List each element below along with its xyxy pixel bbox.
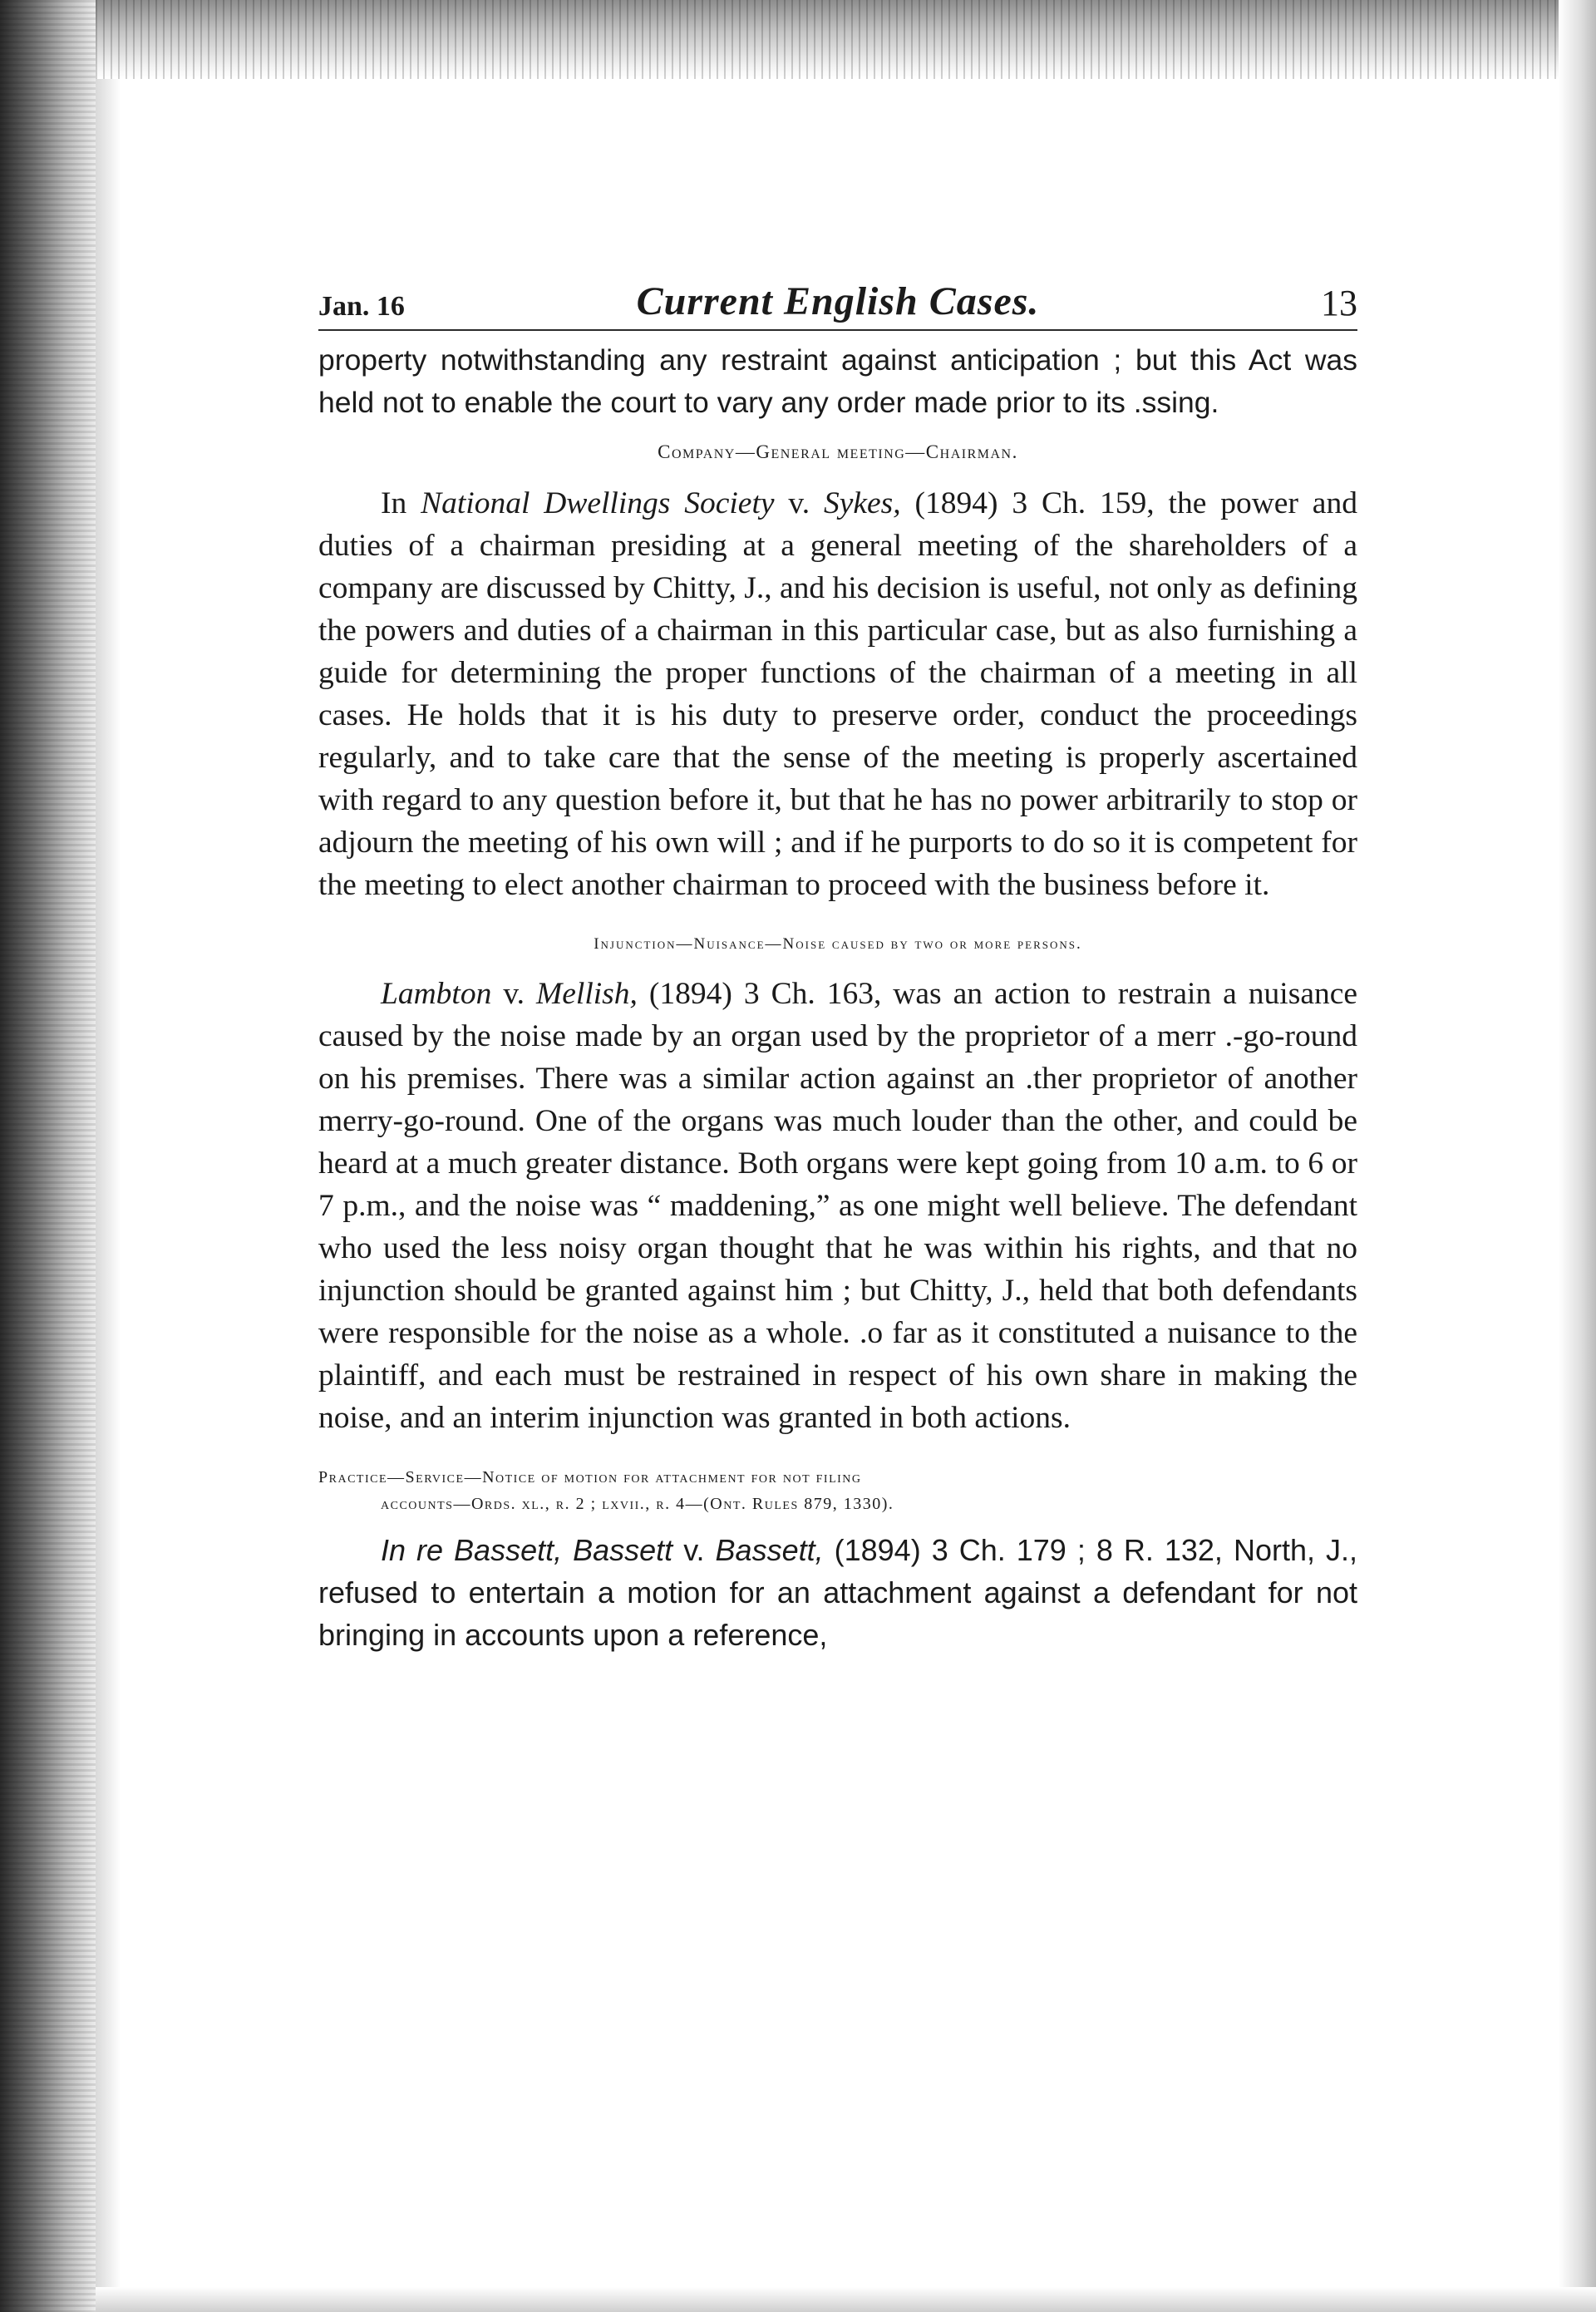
section-paragraph-injunction xyxy=(318,973,1357,1439)
scan-right-edge xyxy=(1559,0,1596,2312)
case-name: In re Bassett, Bassett xyxy=(381,1533,673,1567)
case-body: (1894) 3 Ch. 163, was an action to restrain a nuisance caused by the noise made by an organ used by the proprietor of a merr .-go-round on his premises. There was a similar action against an .ther proprietor of another merry-go-round. One of the organs was much louder than the other, and could be heard at a much greater distance. Both organs were kept going from 10 a.m. to 6 or 7 p.m., and the noise was “ maddening,” as one might well believe. The defendant who used the less noisy organ thought that he was within his rights, and that no injunction should be granted against him ; but Chitty, J., held that both defendants were responsible for the noise as a whole. .o far as it constituted a nuisance to the plaintiff, and each must be restrained in respect of his own share in making the noise, and an interim injunction was granted in both actions. xyxy=(318,977,1357,1435)
scan-top-edge xyxy=(96,0,1596,79)
case-other-party: Sykes, xyxy=(823,486,901,520)
section-heading-company: Company—General meeting—Chairman. xyxy=(658,441,1018,462)
scan-binding-edge xyxy=(0,0,96,2312)
book-page xyxy=(318,264,1357,1656)
case-other-party: Mellish, xyxy=(536,977,638,1011)
header-title: Current English Cases. xyxy=(636,279,1040,323)
case-versus: v. xyxy=(491,977,537,1011)
case-name: Lambton xyxy=(381,977,492,1011)
case-name: National Dwellings Society xyxy=(421,486,775,520)
section-paragraph-company xyxy=(318,482,1357,906)
case-versus: v. xyxy=(774,486,824,520)
case-other-party: Bassett, xyxy=(715,1533,824,1567)
case-prefix: In xyxy=(381,486,421,520)
case-body: (1894) 3 Ch. 159, the power and duties of a chairman presiding at a general meeting of the shareholders of a company are discussed by Chitty, J., and his decision is useful, not only as defining the powers and duties of a chairman in this particular case, but as also furnishing a guide for determining the proper functions of the chairman of a meeting in all cases. He holds that it is his duty to preserve order, conduct the proceedings regularly, and to take care that the sense of the meeting is properly ascertained with regard to any question before it, but that he has no power arbitrarily to stop or adjourn the meeting of his own will ; and if he purports to do so it is competent for the meeting to elect another chairman to proceed with the business before it. xyxy=(318,486,1357,902)
scan-gutter-shadow xyxy=(96,0,121,2312)
header-date: Jan. 16 xyxy=(318,291,405,322)
scan-bottom-edge xyxy=(96,2287,1596,2312)
opening-paragraph: property notwithstanding any restraint against anticipation ; but this Act was held not to enable the court to vary any order made prior to its .ssing. xyxy=(318,343,1357,419)
heading-line-2: accounts—Ords. xl., r. 2 ; lxvii., r. 4—(Ont. Rules 879, 1330). xyxy=(381,1495,894,1513)
case-versus: v. xyxy=(672,1533,716,1567)
case-body: (1894) 3 Ch. 179 ; 8 R. 132, North, J., refused to entertain a motion for an attachment against a defendant for not bringing in accounts upon a reference, xyxy=(318,1533,1357,1652)
section-heading-injunction: Injunction—Nuisance—Noise caused by two or more persons. xyxy=(594,935,1082,953)
section-paragraph-practice xyxy=(318,1529,1357,1656)
section-heading-practice xyxy=(318,1464,1357,1517)
running-header xyxy=(318,264,1357,331)
heading-line-1: Practice—Service—Notice of motion for attachment for not filing xyxy=(318,1468,862,1486)
page-number: 13 xyxy=(1321,283,1357,323)
